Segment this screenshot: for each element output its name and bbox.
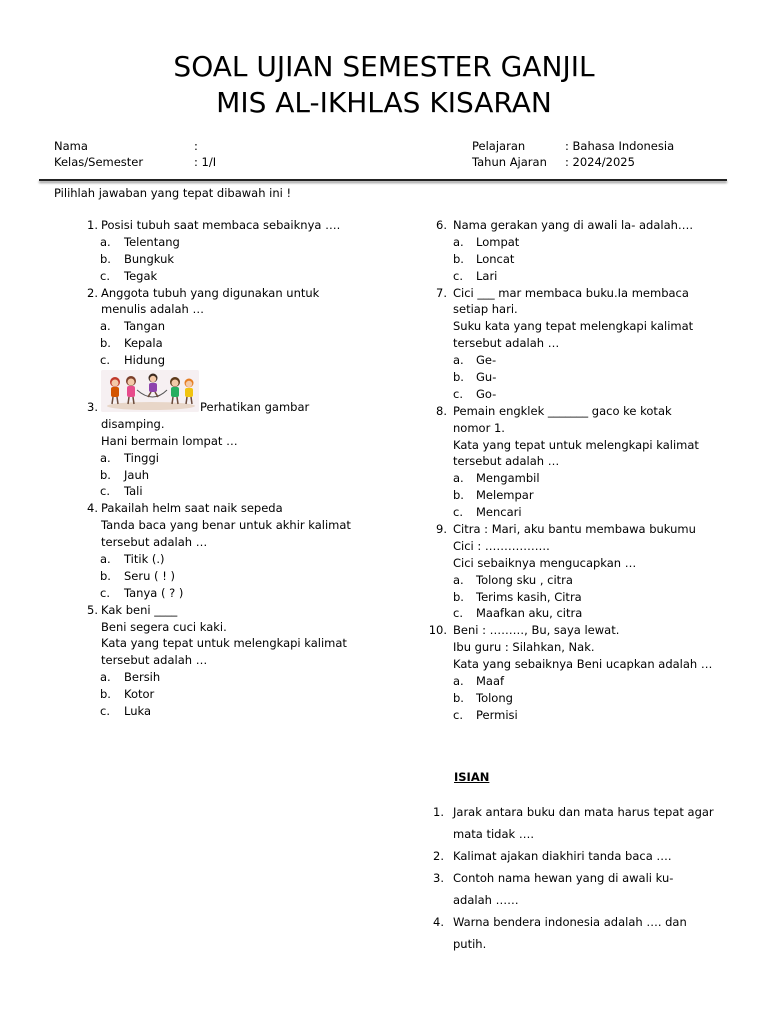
option-letter: c. [100,353,110,368]
option-text: Lompat [476,234,520,249]
option-line [427,251,727,268]
question-line [427,555,727,572]
isian-text: Kalimat ajakan diakhiri tanda baca …. [453,849,672,863]
question-line [427,622,727,639]
option-line [427,352,727,369]
option-text: Kepala [124,336,163,351]
question-line [427,437,727,454]
option-text: Gu- [476,370,497,385]
option-letter: c. [453,505,463,520]
isian-item [427,801,727,845]
option-line [427,707,727,724]
tahun-label: Tahun Ajaran [472,155,547,169]
option-text: Tangan [124,319,166,334]
option-letter: b. [100,568,111,583]
question-item [427,521,727,622]
option-text: Jauh [124,467,150,482]
question-text: nomor 1. [453,420,505,435]
option-letter: c. [100,268,110,283]
option-letter: a. [453,353,464,368]
kelas-label: Kelas/Semester [54,155,144,169]
option-text: Ge- [476,353,497,368]
question-line [427,538,727,555]
page-title-line-2: MIS AL-IKHLAS KISARAN [216,86,552,119]
isian-text: Jarak antara buku dan mata harus tepat agar [453,805,714,819]
option-line [78,483,398,500]
option-line [78,568,398,585]
question-number: 10. [428,623,447,638]
option-letter: a. [453,572,464,587]
question-text: Suku kata yang tepat melengkapi kalimat [453,319,694,334]
option-letter: b. [453,370,464,385]
question-text: Cici sebaiknya mengucapkan … [453,555,637,570]
option-line [427,234,727,251]
question-item [78,500,398,601]
option-line [427,504,727,521]
option-text: Kotor [124,687,155,702]
option-letter: a. [100,234,111,249]
option-letter: c. [453,268,463,283]
isian-item [427,867,727,911]
header-divider [39,179,727,181]
option-line [78,318,398,335]
question-line [427,420,727,437]
question-line [427,318,727,335]
left-question-column [78,217,398,720]
question-line [78,500,398,517]
option-line [427,673,727,690]
question-item [78,217,398,285]
question-text: Kata yang tepat untuk melengkapi kalimat [453,437,699,452]
question-line [427,335,727,352]
option-letter: a. [453,674,464,689]
option-letter: c. [100,484,110,499]
isian-text: Contoh nama hewan yang di awali ku- [453,871,674,885]
question-line [78,602,398,619]
option-letter: a. [100,319,111,334]
question-item [78,602,398,720]
isian-number: 2. [433,849,444,863]
option-line [78,352,398,369]
question-text: Pakailah helm saat naik sepeda [101,501,283,516]
question-number: 9. [436,522,447,537]
nama-value: : [194,139,198,153]
option-letter: c. [453,386,463,401]
question-item [427,403,727,521]
isian-text: putih. [453,937,487,951]
option-text: Mengambil [476,471,540,486]
isian-text: Warna bendera indonesia adalah …. dan [453,915,687,929]
question-text: Perhatikan gambar [200,400,310,415]
question-line [78,285,398,302]
option-letter: b. [100,687,111,702]
isian-line [427,933,727,955]
question-text: tersebut adalah … [101,653,208,668]
page-title-line-1: SOAL UJIAN SEMESTER GANJIL [173,50,595,83]
isian-title: ISIAN [454,770,490,784]
option-text: Bungkuk [124,251,175,266]
option-letter: b. [453,251,464,266]
question-text: Tanda baca yang benar untuk akhir kalimat [101,518,351,533]
question-text: Beni : ………, Bu, saya lewat. [453,623,620,638]
option-letter: b. [453,589,464,604]
option-text: Telentang [124,234,180,249]
nama-label: Nama [54,139,88,153]
question-text: Posisi tubuh saat membaca sebaiknya …. [101,218,341,232]
option-letter: c. [100,585,110,600]
question-text: tersebut adalah … [453,454,560,469]
question-line [78,652,398,669]
option-letter: c. [453,707,463,722]
option-text: Hidung [124,353,166,368]
option-letter: a. [100,552,111,567]
option-line [427,589,727,606]
question-number: 1. [87,218,98,232]
question-text: Pemain engklek _______ gaco ke kotak [453,403,672,418]
isian-number: 1. [433,805,444,819]
question-line [427,453,727,470]
question-line [427,656,727,673]
option-line [427,470,727,487]
option-letter: b. [453,488,464,503]
option-text: Bersih [124,670,161,685]
pelajaran-label: Pelajaran [472,139,526,153]
right-question-column [427,217,727,724]
question-number: 2. [87,285,98,300]
option-text: Tegak [124,268,158,283]
question-text: Cici ___ mar membaca buku.Ia membaca [453,285,689,300]
question-item [427,285,727,403]
isian-line [427,911,727,933]
option-line [427,605,727,622]
option-letter: a. [100,450,111,465]
option-line [78,703,398,720]
question-text: Citra : Mari, aku bantu membawa bukumu [453,522,696,537]
option-text: Terims kasih, Citra [476,589,582,604]
option-text: Mencari [476,505,522,520]
question-item [78,285,398,369]
question-line [78,301,398,318]
option-letter: b. [100,336,111,351]
option-text: Go- [476,386,497,401]
option-line [427,690,727,707]
question-line [427,285,727,302]
question-line [78,619,398,636]
question-text: menulis adalah … [101,302,204,317]
option-line [78,585,398,602]
option-text: Seru ( ! ) [124,568,175,583]
question-number: 5. [87,602,98,617]
isian-text: mata tidak …. [453,827,534,841]
option-text: Tali [124,484,143,499]
option-line [427,487,727,504]
question-number: 4. [87,501,98,516]
option-line [78,551,398,568]
option-line [78,268,398,285]
question-line [427,521,727,538]
question-number: 7. [436,285,447,300]
question-line [427,217,727,234]
question-line [78,534,398,551]
question-number: 8. [436,403,447,418]
option-letter: b. [100,467,111,482]
question-line [78,635,398,652]
option-text: Melempar [476,488,534,503]
option-text: Maafkan aku, citra [476,606,583,621]
question-item [78,399,398,500]
option-line [78,251,398,268]
option-text: Tolong [476,690,513,705]
isian-number: 3. [433,871,444,885]
question-line [78,217,398,234]
isian-line [427,801,727,823]
option-letter: b. [453,690,464,705]
question-number: 6. [436,218,447,232]
question-text: tersebut adalah … [101,535,208,550]
option-line [427,572,727,589]
question-line [427,403,727,420]
question-text: Kak beni ____ [101,602,178,617]
isian-line [427,845,727,867]
isian-line [427,867,727,889]
question-text: setiap hari. [453,302,518,317]
tahun-value: : 2024/2025 [565,155,635,169]
question-text: disamping. [101,416,165,431]
isian-line [427,889,727,911]
question-text: Ibu guru : Silahkan, Nak. [453,640,595,655]
option-line [78,467,398,484]
option-text: Titik (.) [124,552,165,567]
option-letter: b. [100,251,111,266]
option-text: Tinggi [124,450,159,465]
question-line [78,433,398,450]
option-letter: c. [453,606,463,621]
question-line [427,639,727,656]
question-text: Anggota tubuh yang digunakan untuk [101,285,320,300]
pelajaran-value: : Bahasa Indonesia [565,139,675,153]
option-line [427,386,727,403]
option-text: Lari [476,268,498,283]
option-letter: a. [100,670,111,685]
option-line [78,450,398,467]
option-line [78,669,398,686]
question-line [78,517,398,534]
question-line [78,399,398,416]
option-text: Tolong sku , citra [476,572,573,587]
question-text: tersebut adalah … [453,336,560,351]
question-text: Beni segera cuci kaki. [101,619,227,634]
question-text: Nama gerakan yang di awali la- adalah…. [453,218,694,232]
option-text: Loncat [476,251,515,266]
question-text: Hani bermain lompat … [101,433,238,448]
isian-list [427,801,727,955]
question-text: Kata yang tepat untuk melengkapi kalimat [101,636,347,651]
option-line [427,268,727,285]
option-line [78,234,398,251]
option-text: Tanya ( ? ) [124,585,184,600]
isian-text: adalah …… [453,893,519,907]
instruction: Pilihlah jawaban yang tepat dibawah ini ! [54,186,292,200]
isian-item [427,845,727,867]
question-line [427,301,727,318]
isian-item [427,911,727,955]
option-text: Maaf [476,674,505,689]
kelas-value: : 1/I [194,155,217,169]
option-line [427,369,727,386]
question-item [427,622,727,723]
option-letter: a. [453,471,464,486]
option-text: Luka [124,704,151,719]
isian-line [427,823,727,845]
option-line [78,335,398,352]
question-item [427,217,727,285]
question-text: Cici : …………….. [453,538,550,553]
question-line [78,416,398,433]
option-text: Permisi [476,707,518,722]
option-line [78,686,398,703]
option-letter: a. [453,234,464,249]
option-letter: c. [100,704,110,719]
question-number: 3. [87,400,98,415]
isian-number: 4. [433,915,444,929]
question-text: Kata yang sebaiknya Beni ucapkan adalah … [453,657,713,672]
